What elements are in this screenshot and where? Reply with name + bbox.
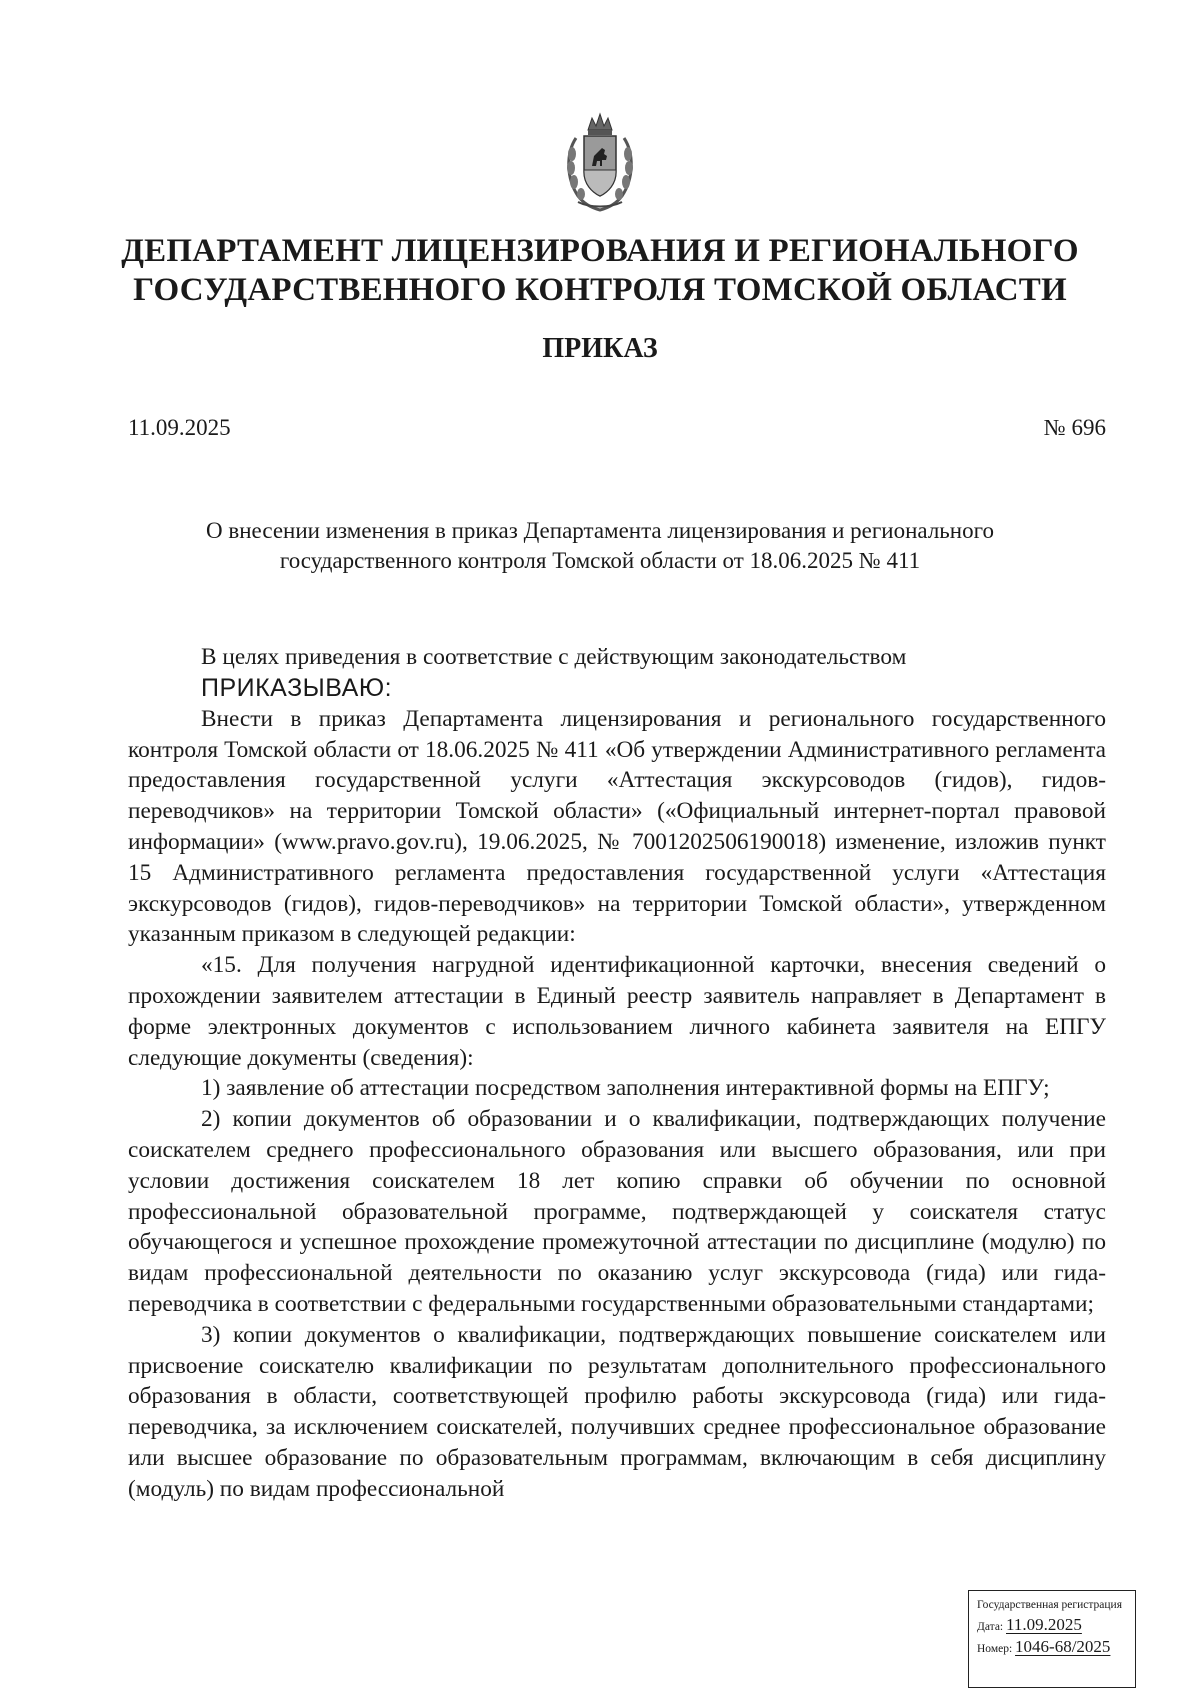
registration-stamp: [968, 1590, 1136, 1688]
document-type: ПРИКАЗ: [542, 333, 658, 364]
registration-date-label: Дата:: [977, 1621, 1004, 1633]
body-paragraph-order-word: ПРИКАЗЫВАЮ:: [201, 673, 393, 702]
registration-date-row: [977, 1617, 1127, 1635]
document-number: № 696: [1043, 415, 1106, 440]
registration-date-value: 11.09.2025: [1006, 1615, 1082, 1634]
body-paragraph: 2) копии документов об образовании и о квалификации, подтверждающих получение соискателем среднего профессионального образования или высшего образования, или при условии достижения соискателем 18 лет копию справки об обучении по основной профессиональной образовательной программе, подтверждающей у соискателя статус обучающегося и успешное прохождение промежуточной аттестации по дисциплине (модулю) по видам профессиональной деятельности по оказанию услуг экскурсовода (гида) или гида-переводчика в соответствии с федеральными государственными образовательными стандартами;: [128, 1106, 1106, 1317]
registration-stamp-title: Государственная регистрация: [977, 1599, 1122, 1611]
document-date: 11.09.2025: [128, 415, 231, 440]
registration-number-value: 1046-68/2025: [1015, 1637, 1111, 1656]
document-body: [128, 642, 1106, 1505]
body-paragraph: «15. Для получения нагрудной идентификационной карточки, внесения сведений о прохождении заявителем аттестации в Единый реестр заявитель направляет в Департамент в форме электронных документов с использованием личного кабинета заявителя на ЕПГУ следующие документы (сведения):: [128, 952, 1106, 1071]
department-name: [100, 232, 1100, 310]
document-subject: О внесении изменения в приказ Департамента лицензирования и регионального государственного контроля Томской области от 18.06.2025 № 411: [206, 518, 994, 573]
body-paragraph: 3) копии документов о квалификации, подтверждающих повышение соискателем или присвоение соискателю квалификации по результатам дополнительного профессионального образования в области, соответствующей профилю работы экскурсовода (гида) или гида-переводчика, за исключением соискателей, получивших среднее профессиональное образование или высшее образование по образовательным программам, включающим в себя дисциплину (модуль) по видам профессиональной: [128, 1321, 1106, 1502]
tomsk-oblast-coat-of-arms-icon: [564, 108, 636, 212]
body-paragraph: Внести в приказ Департамента лицензирования и регионального государственного контроля Томской области от 18.06.2025 № 411 «Об утверждении Административного регламента предоставления государственной услуги «Аттестация экскурсоводов (гидов), гидов-переводчиков» на территории Томской области» («Официальный интернет-портал правовой информации» (www.pravo.gov.ru), 19.06.2025, № 7001202506190018) изменение, изложив пункт 15 Административного регламента предоставления государственной услуги «Аттестация экскурсоводов (гидов), гидов-переводчиков» на территории Томской области», утвержденном указанным приказом в следующей редакции:: [128, 705, 1106, 948]
registration-number-row: [977, 1639, 1127, 1657]
body-paragraph-preamble: В целях приведения в соответствие с действующим законодательством: [201, 644, 907, 670]
department-name-line-1: ДЕПАРТАМЕНТ ЛИЦЕНЗИРОВАНИЯ И РЕГИОНАЛЬНОГО: [121, 233, 1079, 269]
registration-number-label: Номер:: [977, 1643, 1013, 1655]
department-name-line-2: ГОСУДАРСТВЕННОГО КОНТРОЛЯ ТОМСКОЙ ОБЛАСТИ: [133, 272, 1067, 308]
body-paragraph: 1) заявление об аттестации посредством заполнения интерактивной формы на ЕПГУ;: [201, 1075, 1050, 1102]
